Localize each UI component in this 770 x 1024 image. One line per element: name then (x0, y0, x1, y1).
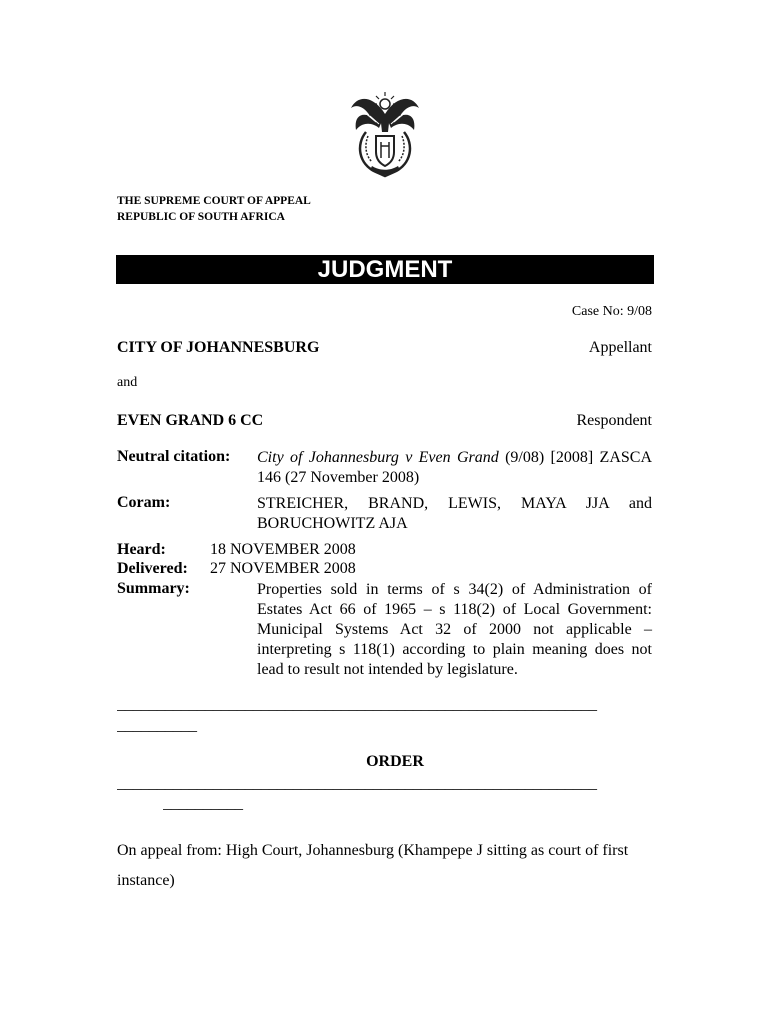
court-line-1: THE SUPREME COURT OF APPEAL (117, 195, 311, 207)
respondent-role: Respondent (576, 412, 652, 429)
and-text: and (117, 375, 138, 390)
appellant-role: Appellant (588, 339, 652, 356)
citation-case-name: City of Johannesburg v Even Grand (257, 449, 499, 466)
coram-label: Coram: (117, 494, 171, 511)
heard-label: Heard: (117, 541, 166, 558)
rule-1-top: ____________________________________________________________ (117, 696, 597, 713)
court-line-2: REPUBLIC OF SOUTH AFRICA (117, 211, 285, 223)
delivered-value: 27 NOVEMBER 2008 (210, 560, 356, 577)
heard-value: 18 NOVEMBER 2008 (210, 541, 356, 558)
neutral-citation-value (257, 448, 652, 488)
rule-1-bottom: __________ (117, 717, 197, 734)
court-name (117, 193, 311, 225)
respondent-name: EVEN GRAND 6 CC (117, 412, 264, 429)
summary-label: Summary: (117, 580, 190, 597)
judgment-banner: JUDGMENT (116, 255, 654, 284)
summary-value: Properties sold in terms of s 34(2) of Administration of Estates Act 66 of 1965 – s 118(2) of Local Government: Municipal Systems Act 32 of 2000 not applicable – interpreting s 118(1) according to plain meaning does not lead to result not intended by legislature. (257, 581, 652, 678)
coat-of-arms-icon (346, 86, 424, 178)
case-number: Case No: 9/08 (571, 304, 652, 319)
order-heading: ORDER (366, 753, 424, 770)
delivered-label: Delivered: (117, 560, 188, 577)
appellant-name: CITY OF JOHANNESBURG (117, 339, 320, 356)
appeal-paragraph: On appeal from: High Court, Johannesburg (Khampepe J sitting as court of first instance) (117, 842, 629, 889)
coram-value: STREICHER, BRAND, LEWIS, MAYA JJA and BORUCHOWITZ AJA (257, 495, 652, 532)
rule-2-bottom: __________ (163, 795, 243, 812)
neutral-citation-label: Neutral citation: (117, 448, 231, 465)
citation-rest: (9/08) [2008] ZASCA 146 (27 November 2008) (257, 449, 652, 486)
rule-2-top: ____________________________________________________________ (117, 775, 597, 792)
